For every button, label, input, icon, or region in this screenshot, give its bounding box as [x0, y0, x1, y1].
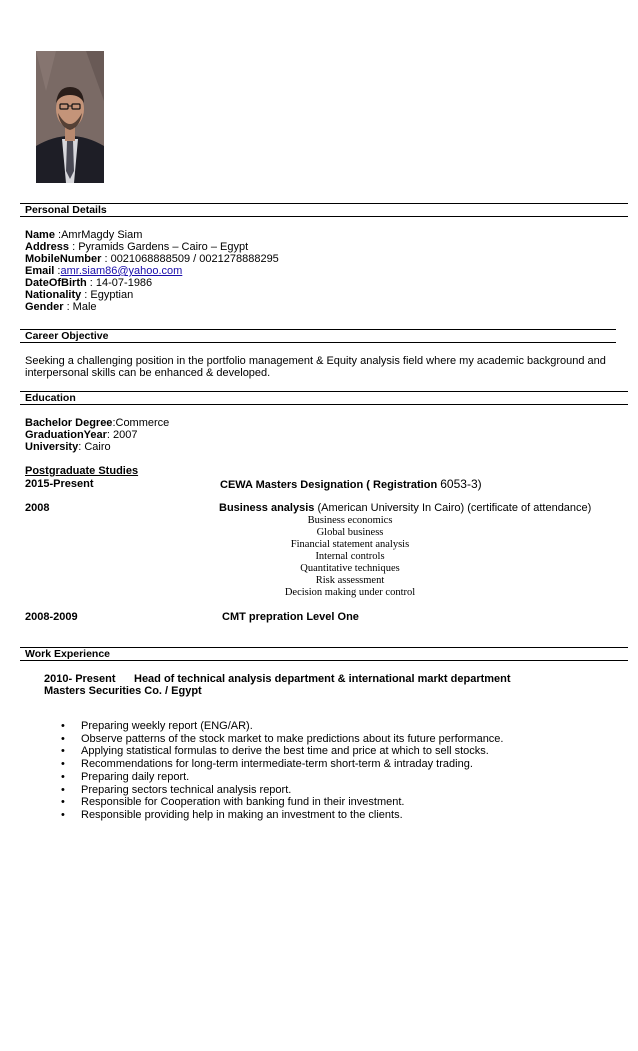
course-item: Risk assessment — [315, 575, 385, 586]
duty-text: Applying statistical formulas to derive the best time and price at which to sell stocks. — [81, 745, 489, 758]
list-item — [45, 720, 503, 733]
gender-label: Gender — [25, 301, 64, 313]
section-header-education: Education — [20, 391, 628, 405]
course-item: Financial statement analysis — [290, 539, 410, 550]
address-value: : Pyramids Gardens – Cairo – Egypt — [69, 241, 249, 253]
university-value: : Cairo — [78, 441, 111, 453]
postgrad-period-2: 2008 — [25, 502, 50, 514]
postgrad-period-3: 2008-2009 — [25, 611, 78, 623]
postgrad-title-1: CEWA Masters Designation ( Registration — [220, 479, 441, 491]
bullet-icon: • — [61, 732, 65, 745]
list-item — [45, 733, 503, 746]
duty-text: Observe patterns of the stock market to make predictions about its future performance. — [81, 732, 504, 745]
list-item — [45, 745, 503, 758]
bullet-icon: • — [61, 808, 65, 821]
duties-list — [45, 720, 503, 822]
postgraduate-title: Postgraduate Studies — [25, 465, 139, 477]
degree-label: Bachelor Degree — [25, 417, 113, 429]
postgrad-entry-2 — [219, 502, 591, 514]
email-link[interactable]: amr.siam86@yahoo.com — [60, 265, 183, 277]
email-row — [25, 265, 182, 277]
course-item: Global business — [316, 527, 384, 538]
postgrad-period-1: 2015-Present — [25, 478, 94, 490]
duty-text: Responsible providing help in making an investment to the clients. — [81, 808, 403, 821]
work-company: Masters Securities Co. / Egypt — [44, 685, 202, 697]
person-portrait-image — [36, 51, 104, 183]
list-item — [45, 809, 503, 822]
postgrad-entry-1 — [220, 478, 482, 491]
duty-text: Preparing sectors technical analysis report. — [81, 783, 292, 796]
dob-row — [25, 277, 152, 289]
mobile-label: MobileNumber — [25, 253, 102, 265]
dob-value: : 14-07-1986 — [86, 277, 153, 289]
graduation-row — [25, 429, 138, 441]
career-objective-line-1: Seeking a challenging position in the portfolio management & Equity analysis field where my academic background and — [25, 355, 606, 367]
bullet-icon: • — [61, 770, 65, 783]
nationality-label: Nationality — [25, 289, 82, 301]
bullet-icon: • — [61, 783, 65, 796]
mobile-row — [25, 253, 279, 265]
bullet-icon: • — [61, 796, 65, 809]
postgrad-title-3: CMT prepration Level One — [222, 611, 359, 623]
profile-photo — [36, 51, 104, 183]
bullet-icon: • — [61, 745, 65, 758]
career-objective-line-2: interpersonal skills can be enhanced & developed. — [25, 367, 271, 379]
name-row — [25, 229, 142, 241]
work-period: 2010- Present — [44, 673, 116, 685]
nationality-row — [25, 289, 133, 301]
graduation-value: : 2007 — [106, 429, 138, 441]
degree-value: :Commerce — [112, 417, 170, 429]
gender-row — [25, 301, 97, 313]
email-label: Email — [25, 265, 55, 277]
name-value: :AmrMagdy Siam — [54, 229, 143, 241]
dob-label: DateOfBirth — [25, 277, 87, 289]
nationality-value: : Egyptian — [81, 289, 134, 301]
university-row — [25, 441, 111, 453]
university-label: University — [25, 441, 79, 453]
duty-text: Responsible for Cooperation with banking fund in their investment. — [81, 796, 405, 809]
graduation-label: GraduationYear — [25, 429, 107, 441]
address-row — [25, 241, 248, 253]
bullet-icon: • — [61, 720, 65, 732]
list-item — [45, 771, 503, 784]
course-item: Decision making under control — [284, 587, 416, 598]
list-item — [45, 758, 503, 771]
section-header-career-objective: Career Objective — [20, 329, 616, 343]
degree-row — [25, 417, 169, 429]
mobile-value: : 0021068888509 / 0021278888295 — [101, 253, 279, 265]
section-header-personal-details: Personal Details — [20, 203, 628, 217]
duty-text: Recommendations for long-term intermediate-term short-term & intraday trading. — [81, 758, 473, 771]
course-item: Internal controls — [315, 551, 385, 562]
section-header-work-experience: Work Experience — [20, 647, 628, 661]
duty-text: Preparing daily report. — [81, 770, 190, 783]
postgrad-title-2: Business analysis — [219, 502, 315, 514]
postgrad-extra-1: 6053-3) — [440, 477, 482, 491]
list-item — [45, 796, 503, 809]
duty-text: Preparing weekly report (ENG/AR). — [81, 720, 253, 732]
work-role: Head of technical analysis department & international markt department — [134, 673, 511, 685]
course-item: Quantitative techniques — [300, 563, 400, 574]
list-item — [45, 784, 503, 797]
postgrad-extra-2: (American University In Cairo) (certificate of attendance) — [314, 502, 592, 514]
gender-value: : Male — [63, 301, 97, 313]
course-item: Business economics — [307, 515, 393, 526]
address-label: Address — [25, 241, 70, 253]
email-prefix: : — [54, 265, 61, 277]
name-label: Name — [25, 229, 55, 241]
bullet-icon: • — [61, 758, 65, 771]
